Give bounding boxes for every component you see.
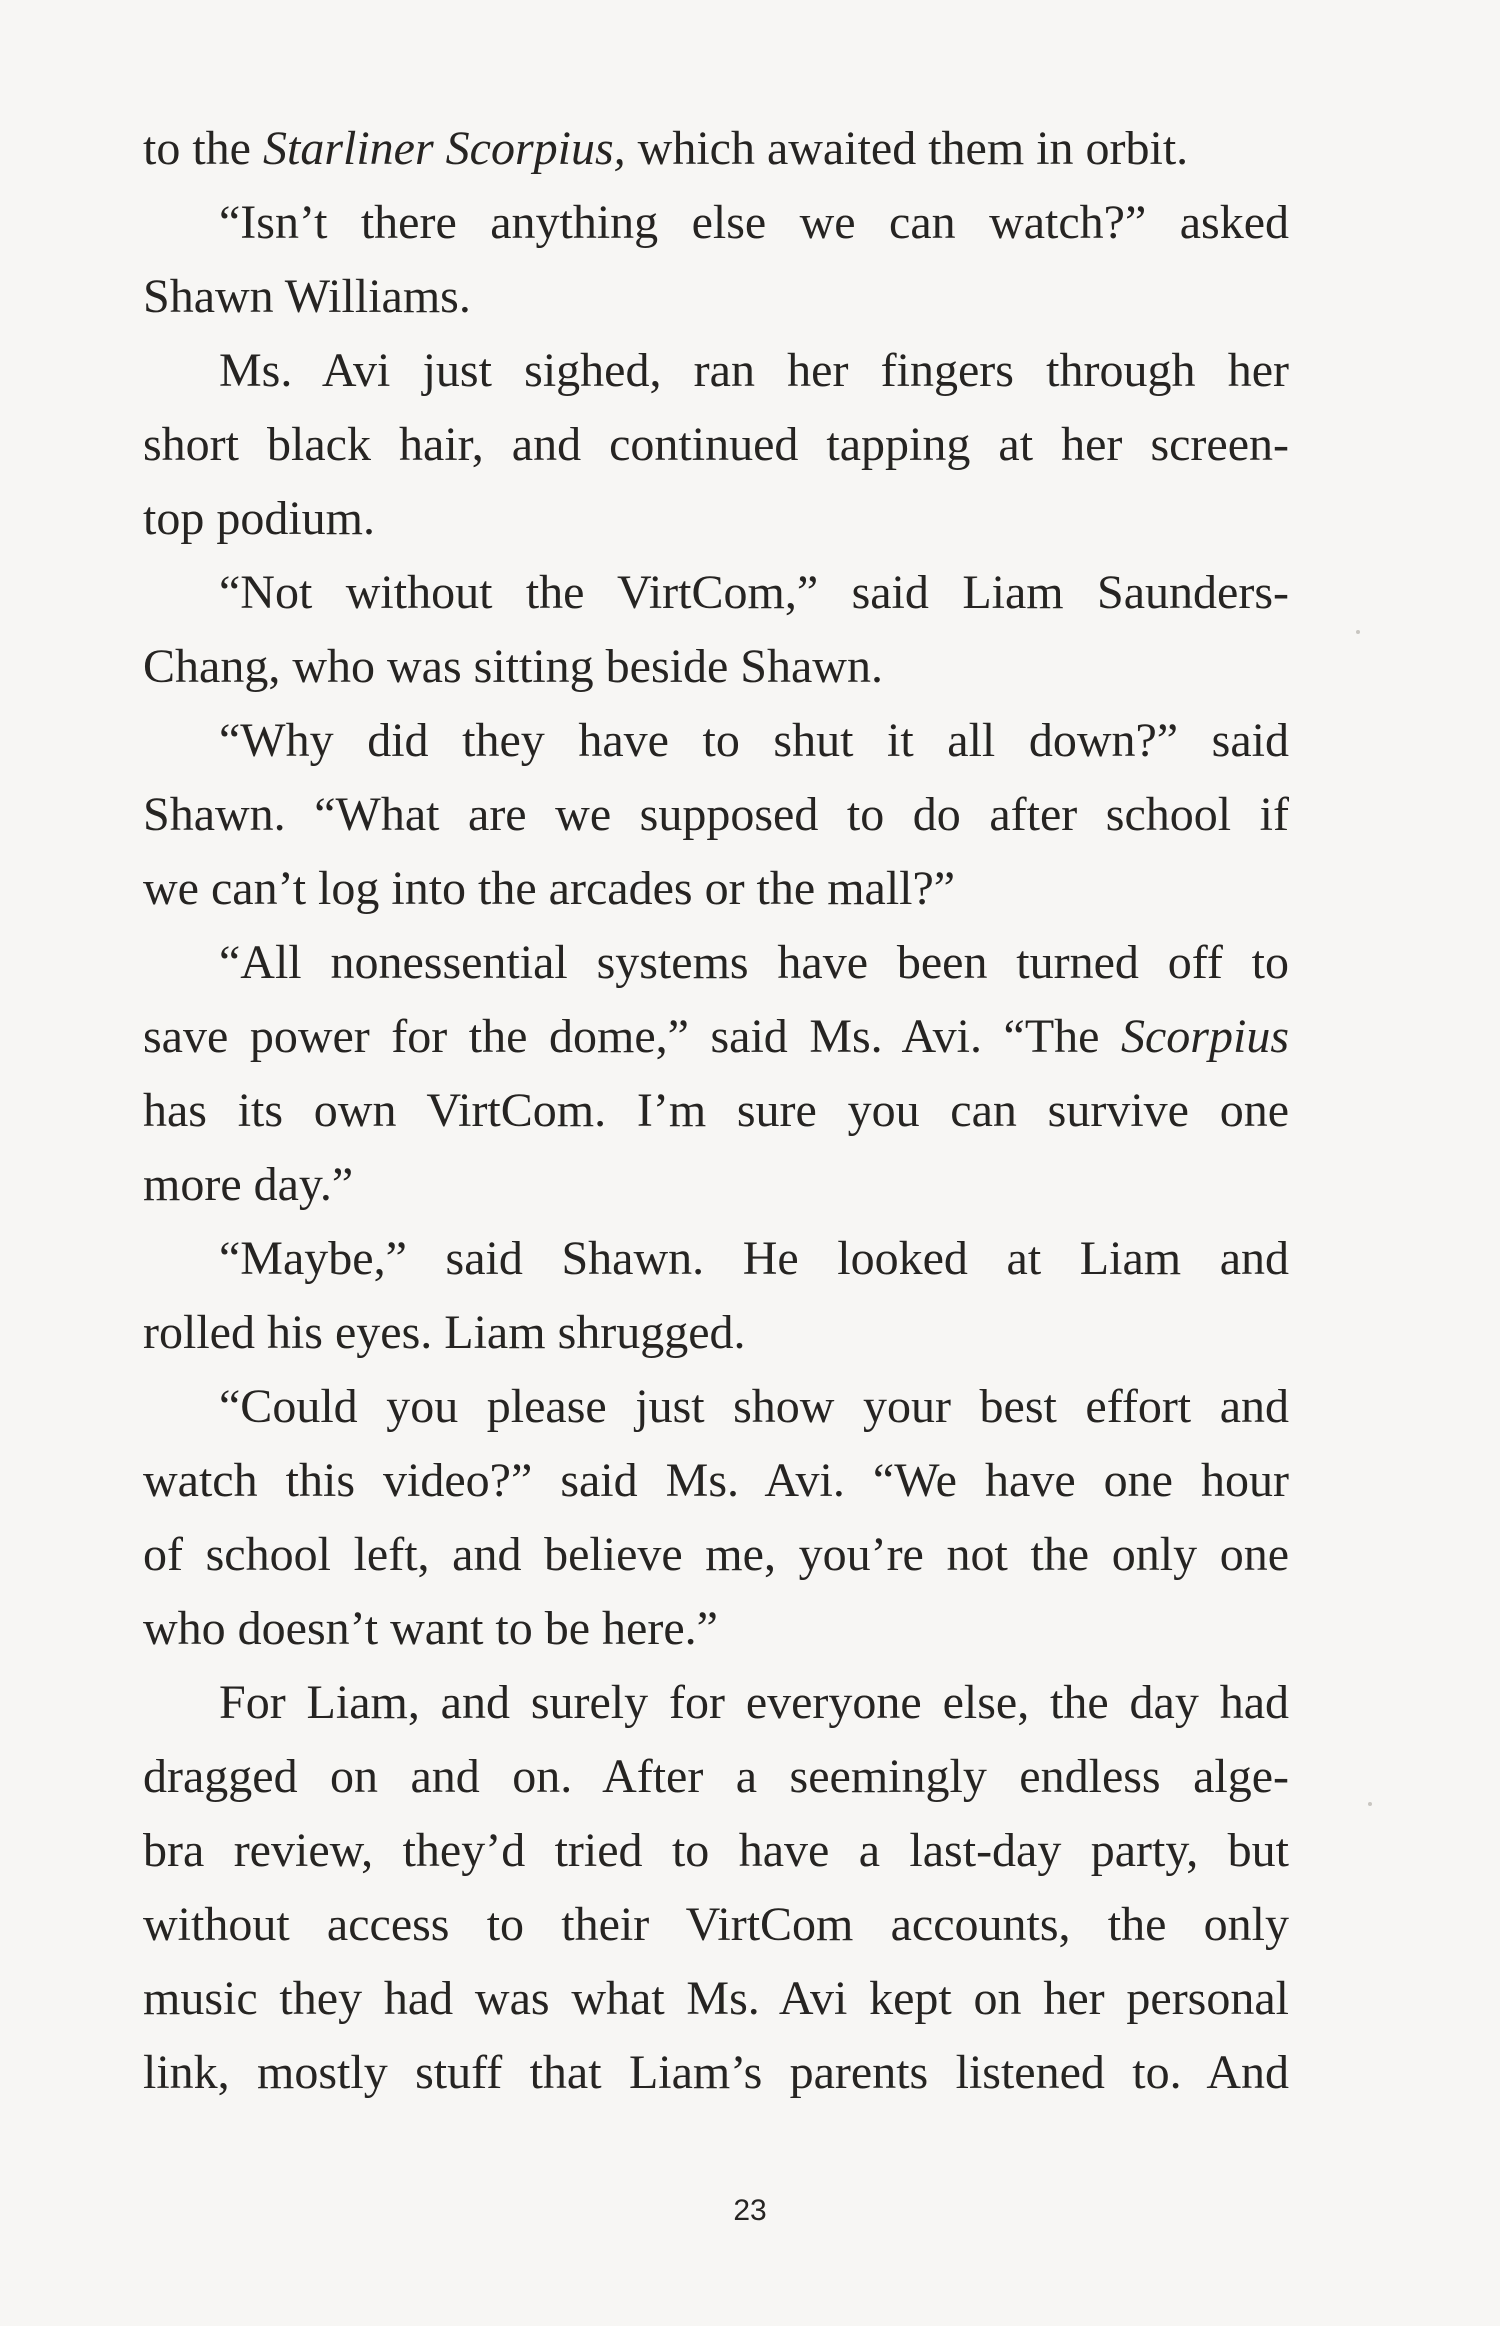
text-segment: which awaited them in orbit. [625, 122, 1189, 175]
scan-speck [1368, 1802, 1372, 1806]
italic-text-segment: Starliner Scorpius, [262, 122, 626, 175]
text-segment: “Why did they have to shut it all down?” said [219, 714, 1289, 767]
text-line [143, 926, 1289, 1000]
page-number: 23 [733, 2194, 767, 2227]
text-line [143, 1444, 1289, 1518]
text-segment: “Isn’t there anything else we can watch?” asked [219, 196, 1289, 249]
text-segment: Ms. Avi just sighed, ran her fingers through her [219, 344, 1289, 397]
text-line [143, 334, 1289, 408]
text-line [143, 1592, 1289, 1666]
text-segment: has its own VirtCom. I’m sure you can survive one [143, 1084, 1289, 1137]
text-line [143, 1814, 1289, 1888]
text-segment: more day.” [143, 1158, 354, 1211]
text-segment: “All nonessential systems have been turned off to [219, 936, 1289, 989]
text-line [143, 1222, 1289, 1296]
text-line [143, 852, 1289, 926]
text-segment: we can’t log into the arcades or the mall?” [143, 862, 956, 915]
text-line [143, 260, 1289, 334]
text-segment: top podium. [143, 492, 376, 545]
text-segment: bra review, they’d tried to have a last-day party, but [143, 1824, 1289, 1877]
body-text [143, 112, 1289, 2110]
text-line [143, 1740, 1289, 1814]
text-segment: of school left, and believe me, you’re not the only one [143, 1528, 1289, 1581]
text-line [143, 112, 1289, 186]
text-segment: “Not without the VirtCom,” said Liam Saunders- [219, 566, 1289, 619]
text-line [143, 1000, 1289, 1074]
text-segment: link, mostly stuff that Liam’s parents listened to. And [143, 2046, 1289, 2099]
text-segment: save power for the dome,” said Ms. Avi. “The [143, 1010, 1121, 1063]
scan-speck [1356, 630, 1360, 634]
text-line [143, 1148, 1289, 1222]
text-segment: music they had was what Ms. Avi kept on her personal [143, 1972, 1289, 2025]
text-segment: dragged on and on. After a seemingly endless alge- [143, 1750, 1289, 1803]
text-line [143, 1962, 1289, 2036]
text-line [143, 1370, 1289, 1444]
text-line [143, 778, 1289, 852]
text-segment: Shawn. “What are we supposed to do after school if [143, 788, 1289, 841]
text-line [143, 704, 1289, 778]
text-segment: “Maybe,” said Shawn. He looked at Liam and [219, 1232, 1289, 1285]
text-line [143, 1888, 1289, 1962]
text-segment: to the [143, 122, 263, 175]
text-segment: without access to their VirtCom accounts, the only [143, 1898, 1289, 1951]
italic-text-segment: Scorpius [1121, 1010, 1289, 1063]
text-segment: short black hair, and continued tapping at her screen- [143, 418, 1289, 471]
text-line [143, 1666, 1289, 1740]
text-segment: who doesn’t want to be here.” [143, 1602, 718, 1655]
text-segment: Chang, who was sitting beside Shawn. [143, 640, 883, 693]
text-line [143, 186, 1289, 260]
text-segment: “Could you please just show your best effort and [219, 1380, 1289, 1433]
text-line [143, 630, 1289, 704]
text-line [143, 1296, 1289, 1370]
text-segment: Shawn Williams. [143, 270, 471, 323]
text-segment: rolled his eyes. Liam shrugged. [143, 1306, 746, 1359]
text-segment: watch this video?” said Ms. Avi. “We have one hour [143, 1454, 1289, 1507]
text-line [143, 1518, 1289, 1592]
text-line [143, 556, 1289, 630]
text-segment: For Liam, and surely for everyone else, the day had [219, 1676, 1289, 1729]
text-line [143, 408, 1289, 482]
text-line [143, 1074, 1289, 1148]
text-line [143, 2036, 1289, 2110]
text-line [143, 482, 1289, 556]
